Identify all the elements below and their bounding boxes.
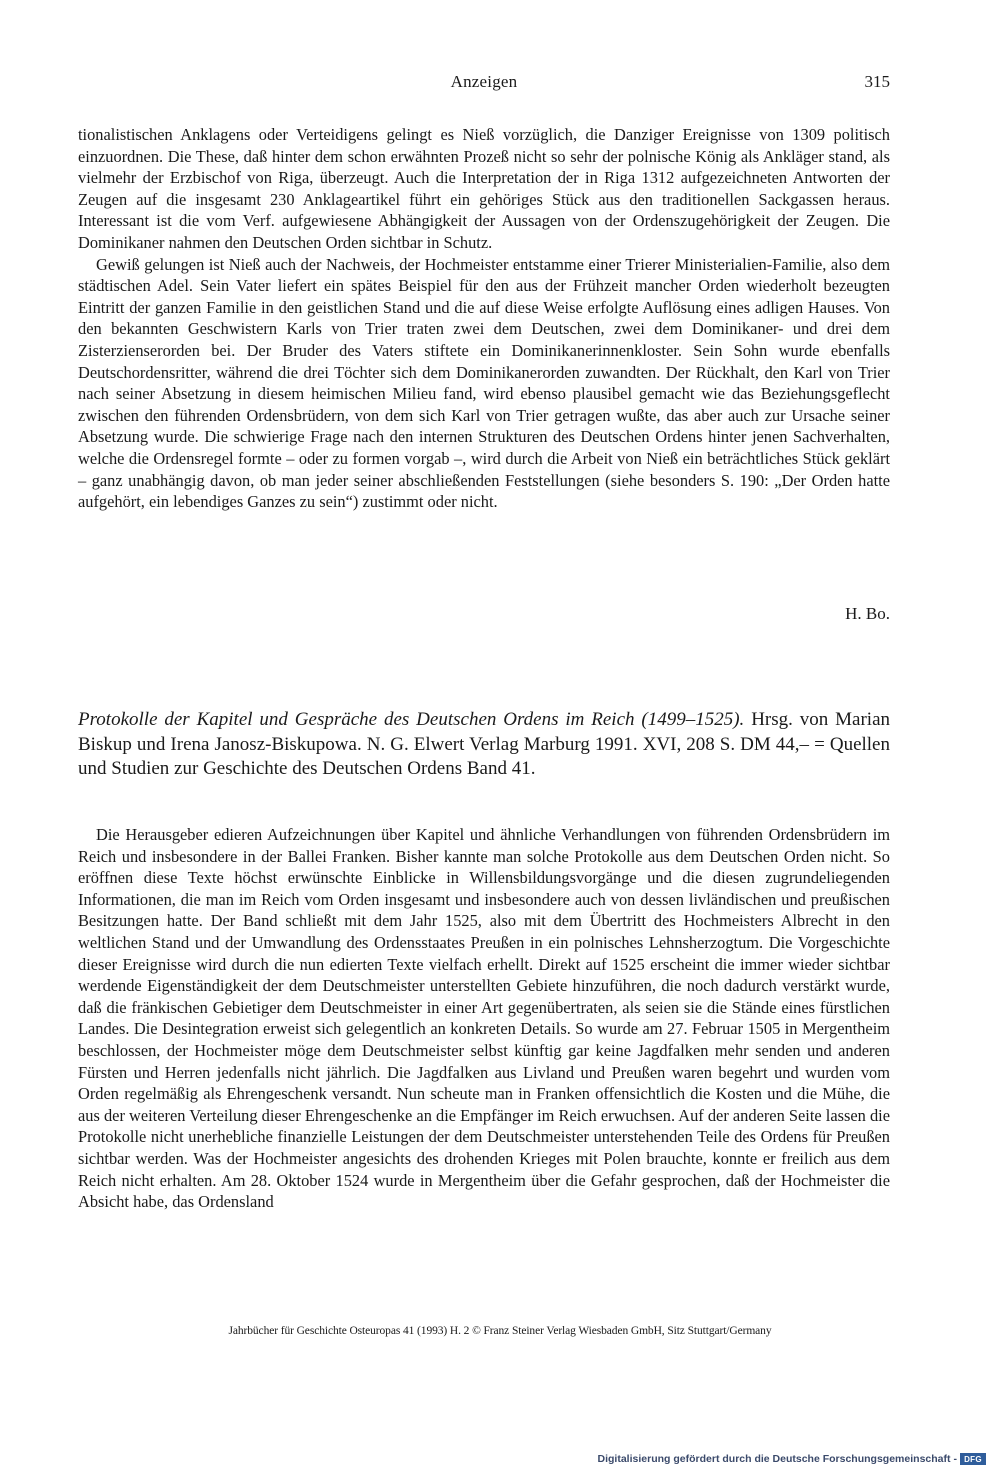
digitization-credit: Digitalisierung gefördert durch die Deutsche Forschungsgemeinschaft - DFG: [598, 1452, 986, 1466]
running-title: Anzeigen: [450, 72, 518, 91]
journal-footer: Jahrbücher für Geschichte Osteuropas 41 (1993) H. 2 © Franz Steiner Verlag Wiesbaden GmbH, Sitz Stuttgart/Germany: [228, 1325, 772, 1337]
page-header: [78, 72, 890, 96]
page-number: 315: [864, 72, 890, 91]
book-citation: [78, 708, 890, 782]
book-details: Hrsg. von Marian Biskup und Irena Janosz-Biskupowa. N. G. Elwert Verlag Marburg 1991. XVI, 208 S. DM 44,– = Quellen und Studien zur Geschichte des Deutschen Ordens Band 41.: [78, 709, 891, 779]
review-2-paragraph-1: Die Herausgeber edieren Aufzeichnungen über Kapitel und ähnliche Verhandlungen von führenden Ordensbrüdern im Reich und insbesondere in der Ballei Franken. Bisher kannte man solche Protokolle aus dem Deutschen Orden nicht. So eröffnen diese Texte höchst erwünschte Einblicke in Willensbildungsvorgänge und die diesen zugrundeliegenden Informationen, die man im Reich vom Orden insgesamt und insbesondere auch von dessen livländischen und preußischen Besitzungen hatte. Der Band schließt mit dem Jahr 1525, also mit dem Übertritt des Hochmeisters Albrecht in den weltlichen Stand und der Umwandlung des Ordensstaates Preußen in ein polnisches Lehnsherzogtum. Die Vorgeschichte dieser Ereignisse wird durch die nun edierten Texte vielfach erhellt. Direkt auf 1525 erscheint die immer wieder sichtbar werdende Eigenständigkeit der dem Deutschmeister unterstellten Gebiete hinzuführen, die noch dadurch verstärkt wurde, daß die fränkischen Gebietiger dem Deutschmeister in einer Art gegenübertraten, als seien sie die Stände eines fürstlichen Landes. Die Desintegration erweist sich gelegentlich an konkreten Details. So wurde am 27. Februar 1505 in Mergentheim beschlossen, der Hochmeister möge dem Deutschmeister selbst künftig gar keine Jagdfalken mehr senden und anderen Fürsten und Herren jedenfalls nicht jährlich. Die Jagdfalken aus Livland und Preußen waren begehrt und wurden vom Orden regelmäßig als Ehrengeschenk versandt. Nun scheute man in Franken offensichtlich die Kosten und die Mühe, die aus der weiteren Verteilung dieser Ehrengeschenke an die Empfänger im Reich erwuchsen. Auf der anderen Seite lassen die Protokolle nicht unerhebliche finanzielle Leistungen der dem Deutschmeister unterstehenden Teile des Ordens für Preußen sichtbar werden. Was der Hochmeister angesichts des drohenden Krieges mit Polen brauchte, konnte er freilich aus dem Reich nicht erhalten. Am 28. Oktober 1524 wurde in Mergentheim über die Gefahr gesprochen, daß der Hochmeister die Absicht habe, das Ordensland: [78, 825, 890, 1212]
review-1-body: [78, 124, 890, 513]
review-2-body: [78, 824, 890, 1213]
review-1-paragraph-2: Gewiß gelungen ist Nieß auch der Nachweis, der Hochmeister entstamme einer Trierer Ministerialien-Familie, also dem städtischen Adel. Sein Vater liefert ein spätes Beispiel für den aus der Frühzeit mancher Orden wiederholt bezeugten Eintritt der ganzen Familie in den geistlichen Stand und die auf diese Weise erfolgte Auflösung eines adligen Hauses. Von den bekannten Geschwistern Karls von Trier traten zwei dem Deutschen, zwei dem Dominikaner- und drei dem Zisterzienserorden bei. Der Bruder des Vaters stiftete ein Dominikanerinnenkloster. Sein Sohn wurde ebenfalls Deutschordensritter, während die drei Töchter sich dem Dominikanerorden zuwandten. Der Rückhalt, den Karl von Trier nach seiner Absetzung in diesem heimischen Milieu fand, wird ebenso plausibel gemacht wie das Beziehungsgeflecht zwischen den führenden Ordensbrüdern, von dem sich Karl von Trier getragen wußte, das aber auch zur Ursache seiner Absetzung wurde. Die schwierige Frage nach den internen Strukturen des Deutschen Ordens hinter jenen Sachverhalten, welche die Ordensregel formte – oder zu formen vorgab –, wird durch die Arbeit von Nieß ein beträchtliches Stück geklärt – ganz unabhängig davon, ob man jeder seiner abschließenden Feststellungen (siehe besonders S. 190: „Der Orden hatte aufgehört, ein lebendiges Ganzes zu sein“) zustimmt oder nicht.: [78, 254, 890, 512]
dfg-logo-icon: DFG: [960, 1453, 986, 1465]
reviewer-signature: H. Bo.: [845, 604, 890, 623]
book-title: Protokolle der Kapitel und Gespräche des Deutschen Ordens im Reich (1499–1525).: [78, 709, 745, 730]
digitization-credit-text: Digitalisierung gefördert durch die Deutsche Forschungsgemeinschaft: [597, 1453, 951, 1465]
review-1-paragraph-1: tionalistischen Anklagens oder Verteidigens gelingt es Nieß vorzüglich, die Danziger Ereignisse von 1309 politisch einzuordnen. Die These, daß hinter dem schon erwähnten Prozeß nicht so sehr der polnische König als Ankläger stand, als vielmehr der Erzbischof von Riga, überzeugt. Auch die Interpretation der in Riga 1312 aufgezeichneten Antworten der Zeugen auf die insgesamt 230 Anklageartikel führt ein gehöriges Stück aus den traditionellen Sackgassen heraus. Interessant ist die vom Verf. aufgewiesene Abhängigkeit der Aussagen von der Ordenszugehörigkeit der Zeugen. Die Dominikaner nahmen den Deutschen Orden sichtbar in Schutz.: [78, 125, 890, 252]
